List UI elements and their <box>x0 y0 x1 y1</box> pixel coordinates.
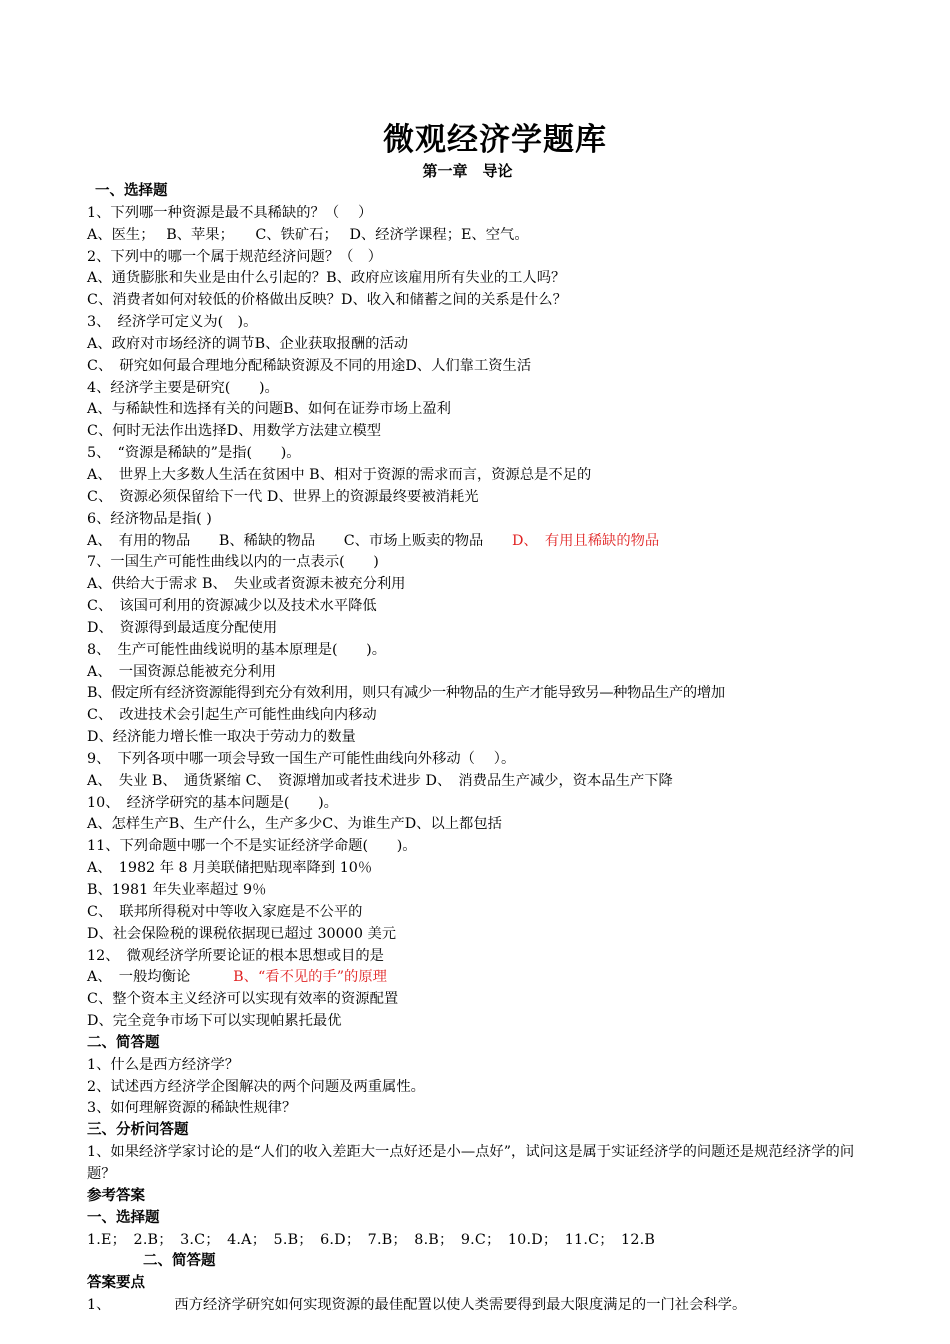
question-12: 12、 微观经济学所要论证的根本思想或目的是 <box>87 947 384 964</box>
question-6: 6、经济物品是指( ) <box>87 510 212 527</box>
section-heading-choice: 一、选择题 <box>95 183 168 199</box>
question-7-options-ab: A、供给大于需求 B、 失业或者资源未被充分利用 <box>87 576 406 593</box>
choice-answer-key: 1.E； 2.B； 3.C； 4.A； 5.B； 6.D； 7.B； 8.B； 9.C； 10.D； 11.C； 12.B <box>87 1231 656 1248</box>
question-1: 1、下列哪一种资源是最不具稀缺的？（ ） <box>87 204 373 221</box>
question-12-option-c: C、整个资本主义经济可以实现有效率的资源配置 <box>87 991 399 1008</box>
question-3: 3、 经济学可定义为( )。 <box>87 314 258 331</box>
question-6-options <box>87 531 857 553</box>
key-point-1-number: 1、 <box>87 1297 111 1314</box>
question-12-option-a: A、 一般均衡论 <box>87 969 234 986</box>
question-11-option-a: A、 1982 年 8 月美联储把贴现率降到 10％ <box>87 860 373 877</box>
key-point-1 <box>87 1295 857 1317</box>
question-2-options-cd: C、消费者如何对较低的价格做出反映？D、收入和储蓄之间的关系是什么？ <box>87 292 567 309</box>
question-5-options-cd: C、 资源必须保留给下一代 D、世界上的资源最终要被消耗光 <box>87 488 479 505</box>
question-12-option-d: D、完全竞争市场下可以实现帕累托最优 <box>87 1013 342 1030</box>
question-1-options: A、医生； B、苹果； C、铁矿石； D、经济学课程；E、空气。 <box>87 226 529 243</box>
question-8-option-b: B、假定所有经济资源能得到充分有效利用，则只有减少一种物品的生产才能导致另—种物品生产的增加 <box>87 685 725 702</box>
question-9: 9、 下列各项中哪一项会导致一国生产可能性曲线向外移动（ ）。 <box>87 750 516 767</box>
document-body <box>87 181 857 1317</box>
short-question-3: 3、如何理解资源的稀缺性规律？ <box>87 1100 297 1117</box>
question-12-option-b-highlight: B、“看不见的手”的原理 <box>233 969 387 986</box>
question-10: 10、 经济学研究的基本问题是( )。 <box>87 794 338 811</box>
reference-answers-heading: 参考答案 <box>87 1187 145 1204</box>
section-heading-analysis: 三、分析问答题 <box>87 1122 189 1139</box>
section-heading-short: 二、简答题 <box>87 1034 160 1051</box>
question-6-option-d-highlight: D、 有用且稀缺的物品 <box>511 532 660 549</box>
question-11: 11、下列命题中哪一个不是实证经济学命题( )。 <box>87 838 417 855</box>
key-point-1-text: 西方经济学研究如何实现资源的最佳配置以使人类需要得到最大限度满足的一门社会科学。 <box>174 1297 747 1314</box>
question-4-options-cd: C、何时无法作出选择D、用数学方法建立模型 <box>87 423 382 440</box>
question-11-option-c: C、 联邦所得税对中等收入家庭是不公平的 <box>87 903 363 920</box>
question-8-option-d: D、经济能力增长惟一取决于劳动力的数量 <box>87 729 356 746</box>
short-question-1: 1、什么是西方经济学？ <box>87 1056 240 1073</box>
question-5: 5、 “资源是稀缺的”是指( )。 <box>87 445 301 462</box>
question-11-option-d: D、社会保险税的课税依据现已超过 30000 美元 <box>87 925 397 942</box>
question-6-options-abc: A、 有用的物品 B、稀缺的物品 C、市场上贩卖的物品 <box>87 532 512 549</box>
question-8-option-a: A、 一国资源总能被充分利用 <box>87 663 277 680</box>
question-5-options-ab: A、 世界上大多数人生活在贫困中 B、相对于资源的需求而言，资源总是不足的 <box>87 466 592 483</box>
question-12-options-ab <box>87 967 857 989</box>
question-9-options: A、 失业 B、 通货紧缩 C、 资源增加或者技术进步 D、 消费品生产减少，资本品生产下降 <box>87 772 673 789</box>
question-2: 2、下列中的哪一个属于规范经济问题？（ ） <box>87 248 383 265</box>
question-7-option-d: D、 资源得到最适度分配使用 <box>87 619 278 636</box>
question-7: 7、一国生产可能性曲线以内的一点表示( ) <box>87 554 379 571</box>
question-4-options-ab: A、与稀缺性和选择有关的问题B、如何在证券市场上盈利 <box>87 401 451 418</box>
question-11-option-b: B、1981 年失业率超过 9％ <box>87 882 267 898</box>
short-question-2: 2、试述西方经济学企图解决的两个问题及两重属性。 <box>87 1078 425 1095</box>
key-points-heading: 答案要点 <box>87 1275 145 1292</box>
question-7-option-c: C、 该国可利用的资源减少以及技术水平降低 <box>87 598 377 615</box>
question-8: 8、 生产可能性曲线说明的基本原理是( )。 <box>87 641 387 658</box>
question-8-option-c: C、 改进技术会引起生产可能性曲线向内移动 <box>87 707 377 724</box>
page-title: 微观经济学题库 <box>383 122 607 158</box>
question-10-options: A、怎样生产B、生产什么，生产多少C、为谁生产D、以上都包括 <box>87 816 502 833</box>
reference-choice-heading: 一、选择题 <box>87 1209 160 1226</box>
analysis-question-1: 1、如果经济学家讨论的是“人们的收入差距大一点好还是小—点好”，试问这是属于实证经济学的问题还是规范经济学的问题？ <box>87 1144 855 1182</box>
chapter-heading: 第一章 导论 <box>422 162 513 180</box>
question-4: 4、经济学主要是研究( )。 <box>87 379 279 396</box>
question-3-options-cd: C、 研究如何最合理地分配稀缺资源及不同的用途D、人们靠工资生活 <box>87 357 532 374</box>
reference-short-heading: 二、简答题 <box>143 1253 216 1270</box>
question-2-options-ab: A、通货膨胀和失业是由什么引起的？B、政府应该雇用所有失业的工人吗？ <box>87 270 566 287</box>
question-3-options-ab: A、政府对市场经济的调节B、企业获取报酬的活动 <box>87 335 409 352</box>
